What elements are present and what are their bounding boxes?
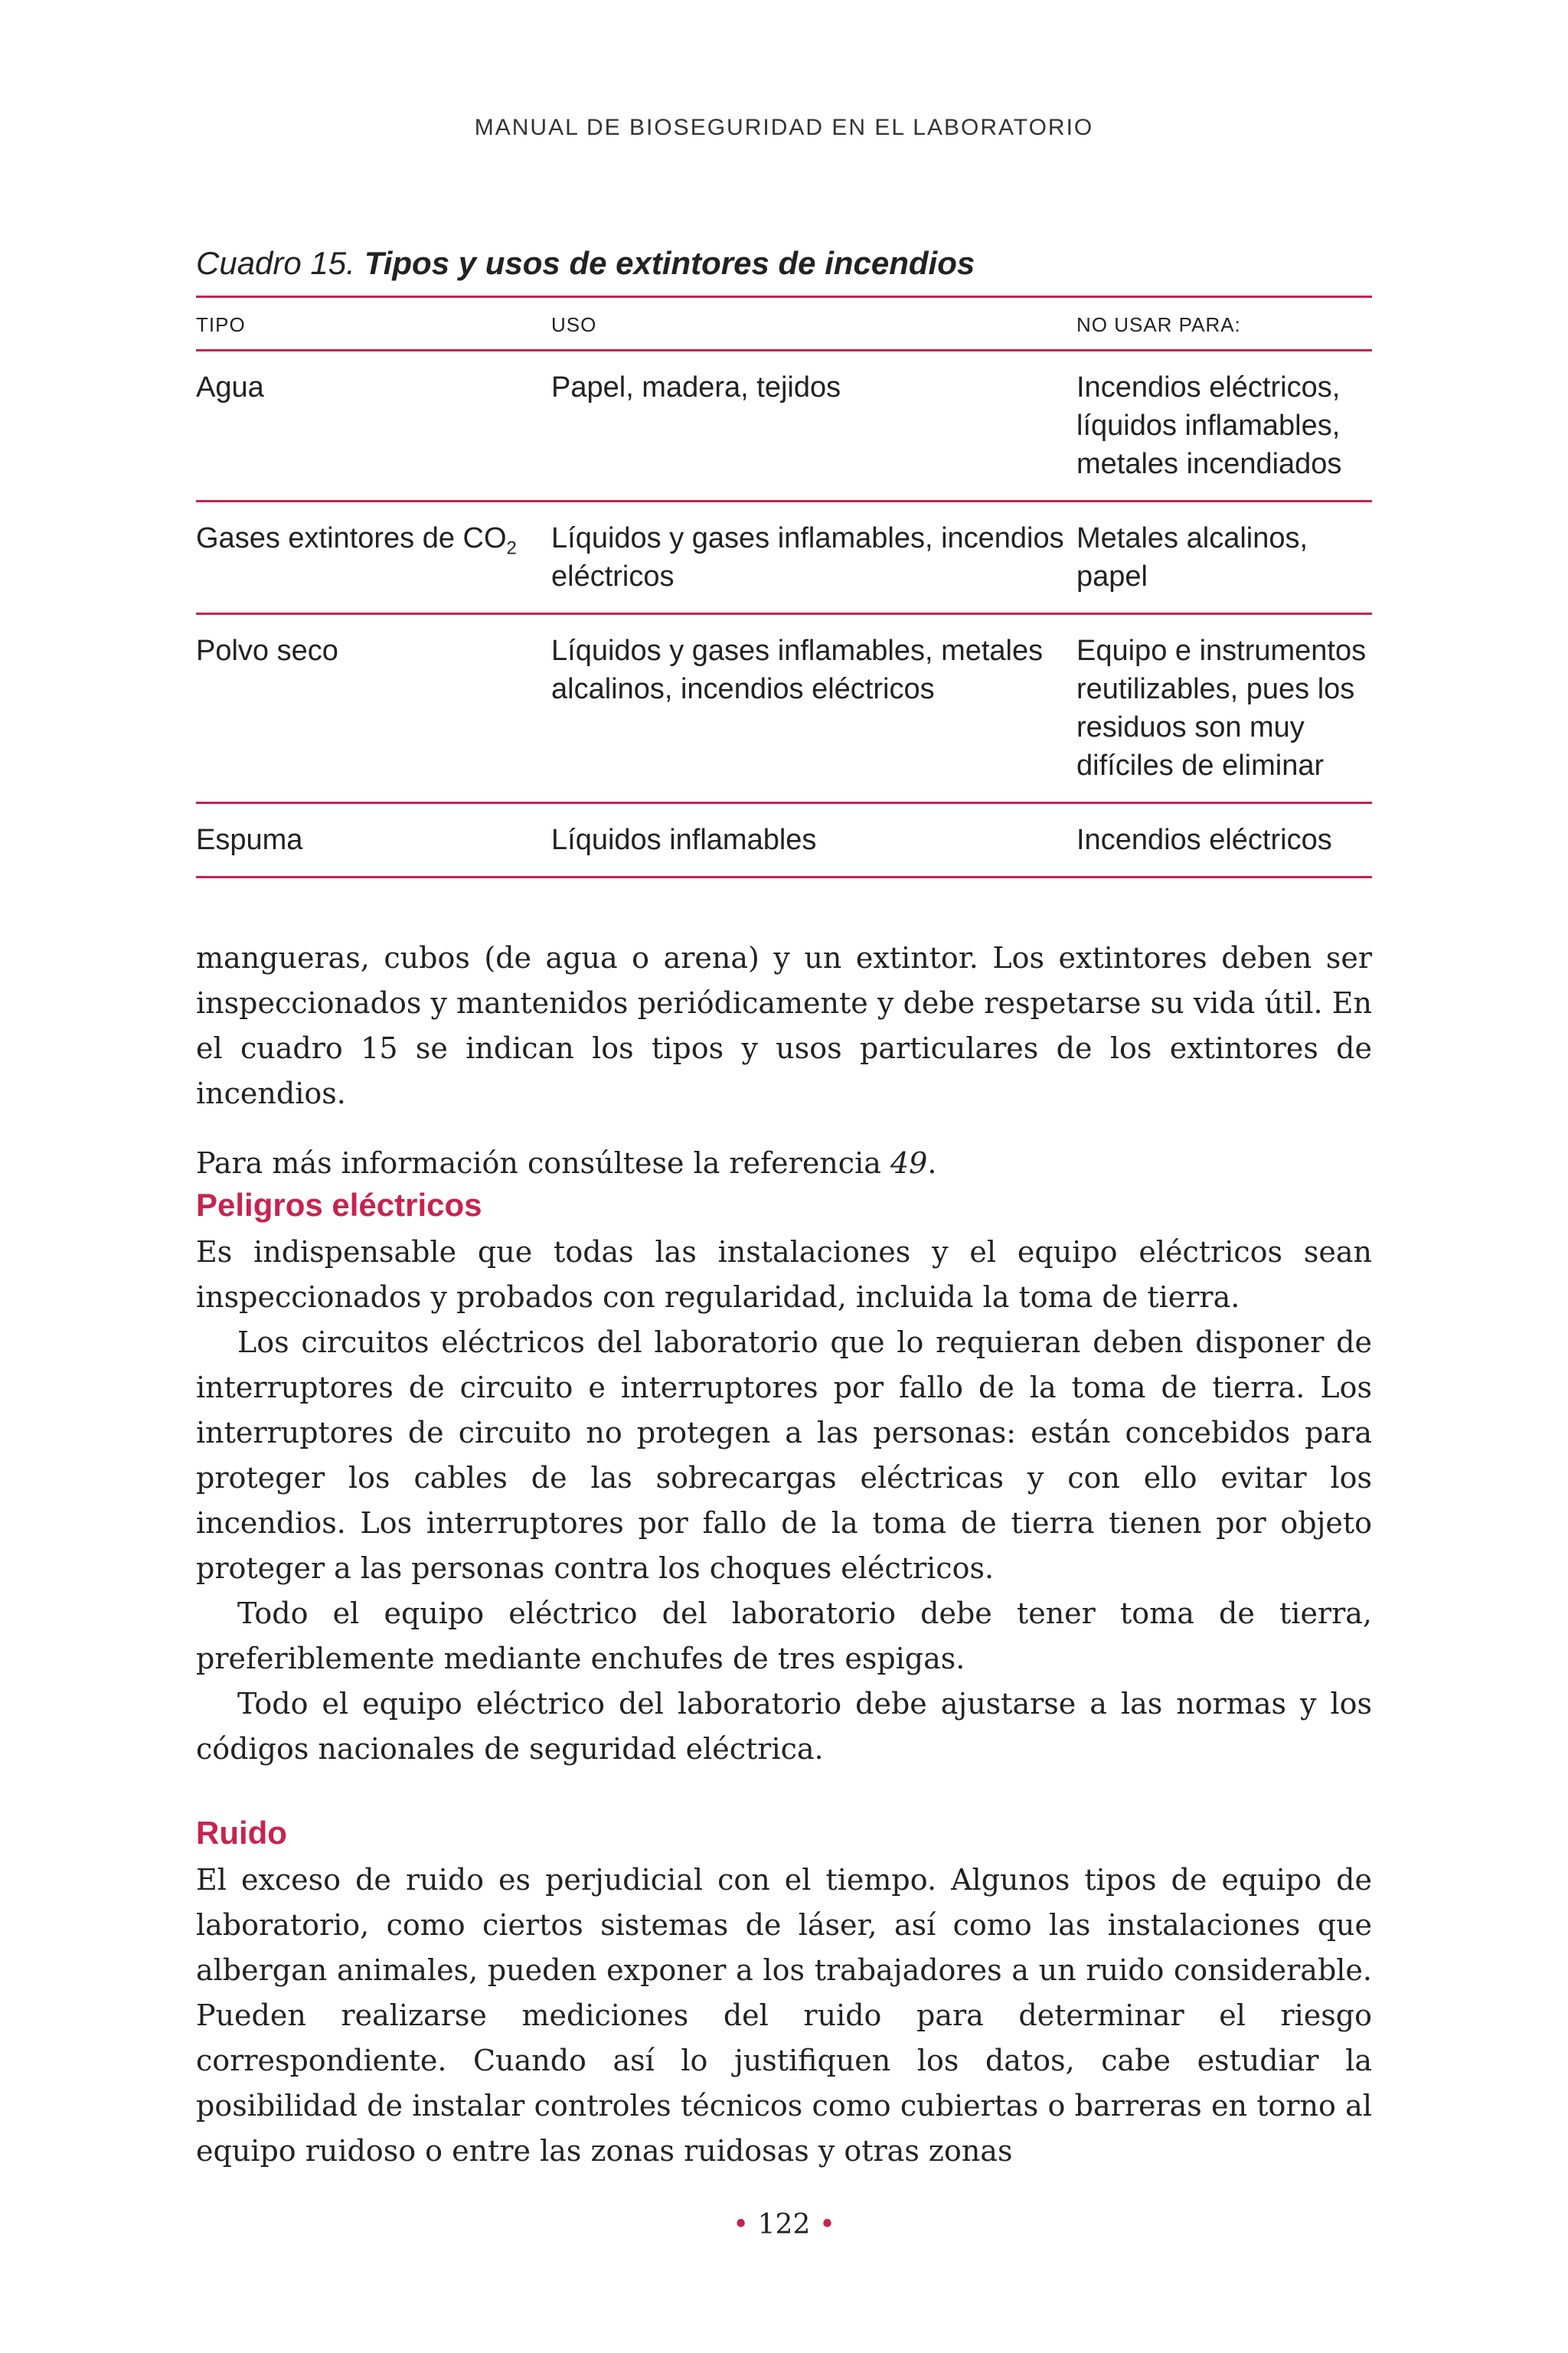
table-caption — [196, 245, 975, 282]
reference-number: 49 — [890, 1146, 928, 1180]
cell-tipo-text: Gases extintores de CO — [196, 522, 507, 554]
cell-tipo: Espuma — [196, 803, 551, 877]
cell-uso: Papel, madera, tejidos — [551, 351, 1076, 502]
ruido-block — [196, 1858, 1372, 2174]
cell-tipo — [196, 502, 551, 614]
table-row — [196, 614, 1372, 803]
page-number-bullet-right: • — [818, 2209, 836, 2240]
table-header-row — [196, 297, 1372, 351]
paragraph: Los circuitos eléctricos del laboratorio que lo requieran deben disponer de interruptores de circuito e interruptores por fallo de la toma de tierra. Los interruptores de circuito no protegen a las personas: están concebidos para proteger los cables de las sobrecargas eléctricas y con ello evitar los incendios. Los interruptores por fallo de la toma de tierra tienen por objeto proteger a las personas contra los choques eléctricos. — [196, 1325, 1372, 1585]
cell-uso: Líquidos inflamables — [551, 803, 1076, 877]
cell-tipo: Agua — [196, 351, 551, 502]
table-row — [196, 803, 1372, 877]
cell-no-usar: Equipo e instrumentos reutilizables, pues los residuos son muy difíciles de eliminar — [1076, 614, 1372, 803]
cell-tipo-subscript: 2 — [506, 538, 517, 559]
peligros-block — [196, 1230, 1372, 1772]
reference-end: . — [927, 1146, 937, 1180]
table-row — [196, 502, 1372, 614]
cell-no-usar: Metales alcalinos, papel — [1076, 502, 1372, 614]
paragraph: Todo el equipo eléctrico del laboratorio debe ajustarse a las normas y los códigos nacionales de seguridad eléctrica. — [196, 1687, 1372, 1766]
section-heading-ruido: Ruido — [196, 1815, 287, 1851]
running-head: MANUAL DE BIOSEGURIDAD EN EL LABORATORIO — [474, 115, 1094, 140]
intro-block — [196, 936, 1372, 1186]
page-number-value: 122 — [757, 2209, 811, 2240]
column-header-tipo: TIPO — [196, 297, 551, 351]
column-header-no-usar: NO USAR PARA: — [1076, 297, 1372, 351]
paragraph: El exceso de ruido es perjudicial con el tiempo. Algunos tipos de equipo de laboratorio, como ciertos sistemas de láser, así como las instalaciones que albergan animales, pueden exponer a los trabajadores a un ruido considerable. Pueden realizarse mediciones del ruido para determinar el riesgo correspondiente. Cuando así lo justifiquen los datos, cabe estudiar la posibilidad de instalar controles técnicos como cubiertas o barreras en torno al equipo ruidoso o entre las zonas ruidosas y otras zonas — [196, 1863, 1372, 2168]
cell-no-usar: Incendios eléctricos, líquidos inflamables, metales incendiados — [1076, 351, 1372, 502]
extinguisher-table — [196, 296, 1372, 878]
section-heading-peligros: Peligros eléctricos — [196, 1187, 482, 1223]
table-caption-label: Cuadro 15. — [196, 245, 355, 281]
reference-paragraph — [196, 1141, 1372, 1186]
reference-text: Para más información consúltese la referencia — [196, 1146, 890, 1180]
cell-tipo: Polvo seco — [196, 614, 551, 803]
table-row — [196, 351, 1372, 502]
intro-paragraph: mangueras, cubos (de agua o arena) y un extintor. Los extintores deben ser inspeccionados y mantenidos periódicamente y debe respetarse su vida útil. En el cuadro 15 se indican los tipos y usos particulares de los extintores de incendios. — [196, 941, 1372, 1110]
page-number — [0, 2209, 1568, 2240]
table-caption-title: Tipos y usos de extintores de incendios — [364, 245, 975, 281]
cell-uso: Líquidos y gases inflamables, incendios eléctricos — [551, 502, 1076, 614]
paragraph: Es indispensable que todas las instalaciones y el equipo eléctricos sean inspeccionados y probados con regularidad, incluida la toma de tierra. — [196, 1235, 1372, 1314]
cell-uso: Líquidos y gases inflamables, metales alcalinos, incendios eléctricos — [551, 614, 1076, 803]
paragraph: Todo el equipo eléctrico del laboratorio debe tener toma de tierra, preferiblemente mediante enchufes de tres espigas. — [196, 1596, 1372, 1675]
column-header-uso: USO — [551, 297, 1076, 351]
page-number-bullet-left: • — [732, 2209, 750, 2240]
cell-no-usar: Incendios eléctricos — [1076, 803, 1372, 877]
